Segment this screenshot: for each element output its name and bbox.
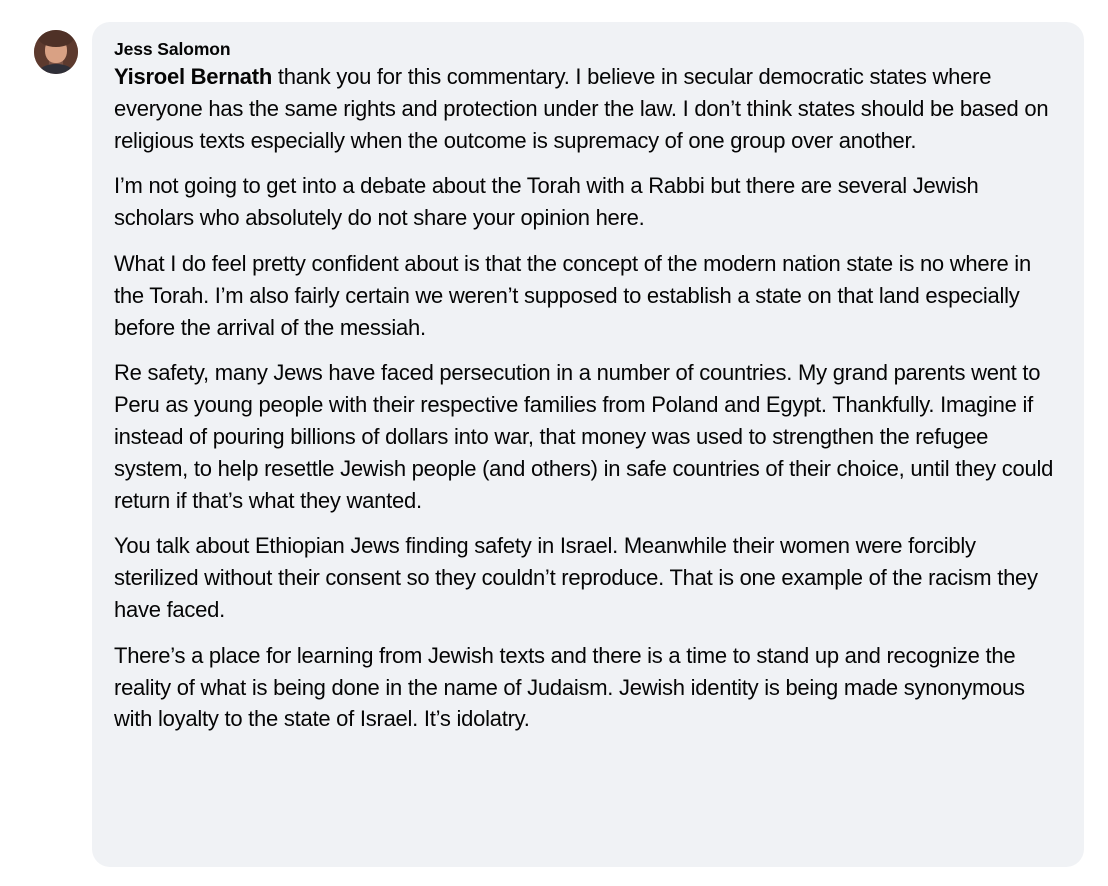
page-bottom-marker bbox=[506, 882, 602, 886]
avatar-photo-detail bbox=[39, 64, 73, 74]
comment-paragraph bbox=[114, 61, 1062, 156]
comment-author-name[interactable]: Jess Salomon bbox=[114, 39, 231, 59]
comment-paragraph: I’m not going to get into a debate about the Torah with a Rabbi but there are several Jewish scholars who absolutely do not share your opinion here. bbox=[114, 173, 979, 231]
avatar[interactable] bbox=[34, 30, 78, 74]
comment-paragraph: What I do feel pretty confident about is that the concept of the modern nation state is no where in the Torah. I’m also fairly certain we weren’t supposed to establish a state on that land especially before the arrival of the messiah. bbox=[114, 250, 1031, 340]
comment-paragraph: Re safety, many Jews have faced persecution in a number of countries. My grand parents went to Peru as young people with their respective families from Poland and Egypt. Thankfully. Imagine if instead of pouring billions of dollars into war, that money was used to strengthen the refugee system, to help resettle Jewish people (and others) in safe countries of their choice, until they could return if that’s what they wanted. bbox=[114, 360, 1054, 513]
comment-paragraph-text: thank you for this commentary. I believe in secular democratic states where everyone has the same rights and protection under the law. I don’t think states should be based on religious texts especially when the outcome is supremacy of one group over another. bbox=[114, 64, 1049, 153]
comment-bubble bbox=[92, 22, 1084, 867]
mention-link[interactable]: Yisroel Bernath bbox=[114, 64, 273, 89]
comment-paragraph: There’s a place for learning from Jewish texts and there is a time to stand up and recognize the reality of what is being done in the name of Judaism. Jewish identity is being made synonymous with loyalty to the state of Israel. It’s idolatry. bbox=[114, 642, 1025, 732]
comment-paragraph: You talk about Ethiopian Jews finding safety in Israel. Meanwhile their women were forcibly sterilized without their consent so they couldn’t reproduce. That is one example of the racism they have faced. bbox=[114, 533, 1038, 622]
